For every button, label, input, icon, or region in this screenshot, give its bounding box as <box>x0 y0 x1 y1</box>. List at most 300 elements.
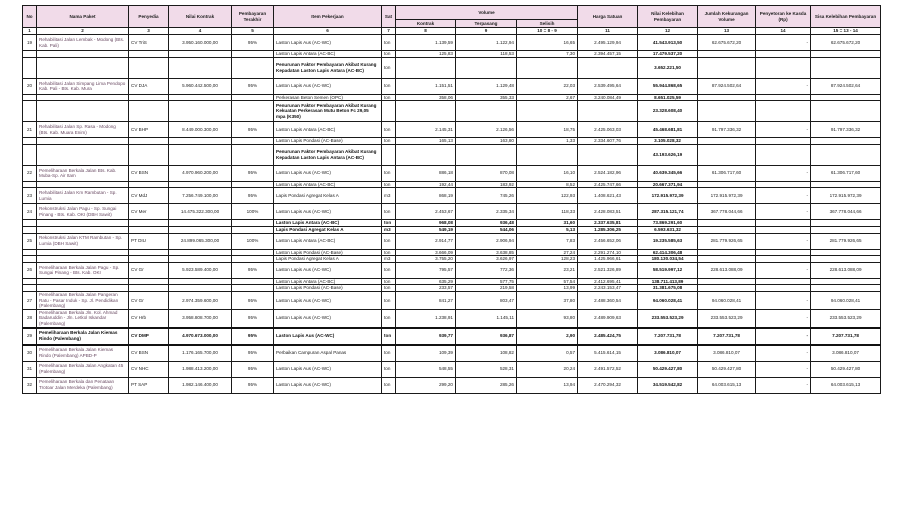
cell-sisa-kelebihan: 3.086.810,07 <box>811 345 881 362</box>
cell-volume-selisih: 16,65 <box>517 35 578 51</box>
cell-harga-satuan: 2.489.909,63 <box>578 309 638 327</box>
column-index-13: 13 <box>698 28 756 35</box>
cell-item-pekerjaan: Laston Lapis Pondasi (AC-Base) <box>274 138 382 145</box>
cell-sat: ton <box>382 328 396 345</box>
table-row <box>23 165 881 181</box>
cell-sat: ton <box>382 51 396 58</box>
cell-volume-kontrak: 939,77 <box>396 328 456 345</box>
cell-volume-terpasang: 745,26 <box>456 188 517 204</box>
cell-item-pekerjaan: Laston Lapis Antara (AC-BC) <box>274 233 382 249</box>
cell-jumlah-kekurangan: 94.060.028,41 <box>698 291 756 309</box>
cell-sat: ton <box>382 309 396 327</box>
cell-volume-kontrak: 548,55 <box>396 361 456 377</box>
cell-sisa-kelebihan: 62.675.672,20 <box>811 35 881 51</box>
cell-penyetoran <box>756 220 811 227</box>
cell-nilai-kelebihan: 58.519.997,12 <box>638 262 698 278</box>
cell-volume-kontrak <box>396 101 456 122</box>
cell-penyedia: CV DJA <box>129 78 169 94</box>
cell-penyetoran: - <box>756 328 811 345</box>
cell-no: 26 <box>23 262 37 278</box>
cell-nama-paket: Rehabilitasi Jalan Lembak - Modong (Bts. Kab. Pali) <box>37 35 129 51</box>
table-sub-row <box>23 226 881 233</box>
cell-penyedia: CV DMP <box>129 328 169 345</box>
column-index-2: 2 <box>37 28 129 35</box>
cell-item-pekerjaan: Lapis Pondasi Agregat Kelas A <box>274 188 382 204</box>
cell-penyedia <box>129 256 169 263</box>
cell-sat: ton <box>382 35 396 51</box>
column-index-3: 3 <box>129 28 169 35</box>
cell-no: 32 <box>23 377 37 393</box>
cell-penyetoran <box>756 94 811 101</box>
column-index-15: 15 = 13 - 14 <box>811 28 881 35</box>
cell-sisa-kelebihan <box>811 144 881 165</box>
cell-volume-selisih: 57,54 <box>517 278 578 285</box>
cell-volume-selisih: 37,80 <box>517 291 578 309</box>
cell-no: 31 <box>23 361 37 377</box>
cell-nilai-kontrak <box>169 57 232 78</box>
cell-volume-kontrak: 299,20 <box>396 377 456 393</box>
cell-item-pekerjaan: Laston Lapis Aus (AC-WC) <box>274 35 382 51</box>
cell-no <box>23 220 37 227</box>
table-row <box>23 345 881 362</box>
cell-nilai-kelebihan: 138.711.413,89 <box>638 278 698 285</box>
cell-pembayaran-terakhir <box>232 51 274 58</box>
cell-jumlah-kekurangan <box>698 101 756 122</box>
cell-sisa-kelebihan: 61.306.717,60 <box>811 165 881 181</box>
cell-sisa-kelebihan <box>811 101 881 122</box>
cell-volume-selisih: 27,24 <box>517 249 578 256</box>
cell-nilai-kontrak <box>169 249 232 256</box>
cell-item-pekerjaan: Laston Lapis Aus (AC-WC) <box>274 204 382 220</box>
cell-volume-terpasang <box>456 57 517 78</box>
cell-harga-satuan: 2.428.083,51 <box>578 204 638 220</box>
table-sub-row <box>23 181 881 188</box>
cell-nilai-kontrak: 7.256.749.100,00 <box>169 188 232 204</box>
cell-penyedia <box>129 249 169 256</box>
cell-harga-satuan: 2.412.695,41 <box>578 278 638 285</box>
cell-volume-kontrak: 3.666,09 <box>396 249 456 256</box>
cell-nilai-kontrak: 3.958.808.700,00 <box>169 309 232 327</box>
header-pembayaran-terakhir: Pembayaran Terakhir <box>232 6 274 28</box>
table-sub-row <box>23 278 881 285</box>
cell-nilai-kelebihan: 172.915.972,39 <box>638 188 698 204</box>
cell-volume-kontrak: 549,19 <box>396 226 456 233</box>
cell-jumlah-kekurangan: 228.613.088,09 <box>698 262 756 278</box>
cell-sisa-kelebihan <box>811 256 881 263</box>
cell-volume-kontrak: 2.453,67 <box>396 204 456 220</box>
cell-pembayaran-terakhir <box>232 101 274 122</box>
cell-penyetoran: - <box>756 78 811 94</box>
cell-nilai-kontrak: 5.923.589.400,00 <box>169 262 232 278</box>
cell-nama-paket: Pemeliharaan Berkala Jalan Bts. Kab. Muba-Sp. Air Itam <box>37 165 129 181</box>
cell-volume-kontrak <box>396 57 456 78</box>
cell-pembayaran-terakhir: 95% <box>232 291 274 309</box>
cell-volume-kontrak: 868,19 <box>396 188 456 204</box>
cell-item-pekerjaan: Laston Lapis Aus (AC-WC) <box>274 165 382 181</box>
cell-sat: ton <box>382 278 396 285</box>
cell-penyedia <box>129 101 169 122</box>
cell-nilai-kelebihan: 50.429.427,80 <box>638 361 698 377</box>
cell-nilai-kontrak <box>169 138 232 145</box>
cell-nilai-kontrak: 4.970.673.000,00 <box>169 328 232 345</box>
cell-volume-terpasang: 219,58 <box>456 285 517 292</box>
cell-nilai-kontrak: 24.899.065.300,00 <box>169 233 232 249</box>
table-body <box>23 35 881 394</box>
cell-no: 21 <box>23 122 37 138</box>
cell-item-pekerjaan: Laston Lapis Aus (AC-WC) <box>274 262 382 278</box>
cell-harga-satuan: 1.425.966,61 <box>578 256 638 263</box>
cell-volume-selisih: 13,99 <box>517 285 578 292</box>
cell-nilai-kelebihan: 17.479.537,20 <box>638 51 698 58</box>
cell-harga-satuan <box>578 144 638 165</box>
cell-nilai-kontrak <box>169 101 232 122</box>
cell-pembayaran-terakhir <box>232 94 274 101</box>
cell-item-pekerjaan: Perkerasan Beton Semen (OPC) <box>274 94 382 101</box>
cell-harga-satuan: 2.394.457,15 <box>578 51 638 58</box>
table-row <box>23 78 881 94</box>
table-row <box>23 262 881 278</box>
cell-item-pekerjaan: Penurunan Faktor Pembayaran Akibat Kurang Kepadatan Laston Lapis Antara (AC-BC) <box>274 57 382 78</box>
cell-pembayaran-terakhir: 95% <box>232 377 274 393</box>
cell-volume-terpasang: 1.145,11 <box>456 309 517 327</box>
cell-penyedia <box>129 144 169 165</box>
cell-nilai-kelebihan: 94.060.028,41 <box>638 291 698 309</box>
cell-nama-paket <box>37 144 129 165</box>
cell-sisa-kelebihan: 7.207.731,78 <box>811 328 881 345</box>
cell-volume-terpasang: 1.129,48 <box>456 78 517 94</box>
cell-volume-terpasang: 108,82 <box>456 345 517 362</box>
cell-penyedia: CV MdJ <box>129 188 169 204</box>
table-note-row <box>23 144 881 165</box>
cell-volume-terpasang: 3.638,85 <box>456 249 517 256</box>
cell-volume-kontrak: 2.145,31 <box>396 122 456 138</box>
cell-sisa-kelebihan <box>811 220 881 227</box>
cell-nilai-kontrak: 1.982.146.400,00 <box>169 377 232 393</box>
cell-nama-paket <box>37 94 129 101</box>
cell-pembayaran-terakhir <box>232 57 274 78</box>
cell-volume-kontrak: 165,13 <box>396 138 456 145</box>
cell-harga-satuan: 1.408.621,43 <box>578 188 638 204</box>
cell-nama-paket <box>37 181 129 188</box>
cell-jumlah-kekurangan: 3.086.810,07 <box>698 345 756 362</box>
cell-penyetoran: - <box>756 233 811 249</box>
header-sat: Sat <box>382 6 396 28</box>
cell-item-pekerjaan: Laston Lapis Pondasi (AC-Base) <box>274 285 382 292</box>
cell-volume-terpasang: 577,75 <box>456 278 517 285</box>
cell-nilai-kontrak: 1.176.165.700,00 <box>169 345 232 362</box>
table-row <box>23 328 881 345</box>
cell-sisa-kelebihan: 228.613.088,09 <box>811 262 881 278</box>
cell-nilai-kontrak <box>169 51 232 58</box>
cell-volume-terpasang: 285,26 <box>456 377 517 393</box>
header-no: No <box>23 6 37 28</box>
cell-nilai-kelebihan: 7.207.731,78 <box>638 328 698 345</box>
column-index-11: 11 <box>578 28 638 35</box>
cell-nilai-kelebihan: 45.468.681,81 <box>638 122 698 138</box>
cell-nilai-kelebihan: 55.944.868,65 <box>638 78 698 94</box>
cell-sisa-kelebihan: 87.924.502,64 <box>811 78 881 94</box>
cell-nilai-kontrak <box>169 256 232 263</box>
cell-penyedia <box>129 226 169 233</box>
cell-nama-paket: Pemeliharaan Berkala Jalan Pangeran Ratu - Pasar Induk - Sp. Jl. Pendidikan (Palembang) <box>37 291 129 309</box>
cell-nama-paket: Rekonstruksi Jalan KTM Rambutan - Sp. Lumia (DBH Sawit) <box>37 233 129 249</box>
cell-volume-terpasang: 2.126,56 <box>456 122 517 138</box>
cell-penyetoran: - <box>756 377 811 393</box>
cell-volume-selisih: 13,94 <box>517 377 578 393</box>
cell-sat: ton <box>382 165 396 181</box>
cell-no: 22 <box>23 165 37 181</box>
cell-volume-kontrak: 3.755,20 <box>396 256 456 263</box>
cell-penyetoran <box>756 57 811 78</box>
cell-item-pekerjaan: Penurunan Faktor Pembayaran Akibat Kurang Kepadatan Laston Lapis Antara (AC-BC) <box>274 144 382 165</box>
cell-harga-satuan: 2.521.326,89 <box>578 262 638 278</box>
cell-penyetoran <box>756 226 811 233</box>
cell-item-pekerjaan: Perbaikan Campuran Aspal Panas <box>274 345 382 362</box>
cell-sat: m3 <box>382 188 396 204</box>
cell-volume-kontrak: 125,83 <box>396 51 456 58</box>
cell-jumlah-kekurangan: 172.915.972,39 <box>698 188 756 204</box>
cell-volume-selisih: 16,10 <box>517 165 578 181</box>
cell-nilai-kelebihan: 34.519.542,82 <box>638 377 698 393</box>
cell-penyedia: CV BSN <box>129 345 169 362</box>
cell-sisa-kelebihan: 281.779.926,65 <box>811 233 881 249</box>
cell-sisa-kelebihan <box>811 181 881 188</box>
cell-harga-satuan: 2.485.424,75 <box>578 328 638 345</box>
header-penyetoran: Penyetoran ke Kasda (Rp) <box>756 6 811 28</box>
cell-sat: ton <box>382 361 396 377</box>
table-row <box>23 291 881 309</box>
cell-penyetoran: - <box>756 291 811 309</box>
cell-volume-selisih: 2,90 <box>517 328 578 345</box>
cell-nilai-kelebihan: 233.553.523,29 <box>638 309 698 327</box>
cell-sisa-kelebihan <box>811 226 881 233</box>
cell-item-pekerjaan: Laston Lapis Antara (AC-BC) <box>274 51 382 58</box>
table-row <box>23 309 881 327</box>
cell-pembayaran-terakhir <box>232 256 274 263</box>
cell-volume-selisih <box>517 144 578 165</box>
cell-nilai-kontrak <box>169 278 232 285</box>
cell-harga-satuan: 2.334.607,76 <box>578 138 638 145</box>
cell-nilai-kelebihan: 8.651.025,59 <box>638 94 698 101</box>
table-sub-row <box>23 256 881 263</box>
cell-nama-paket <box>37 249 129 256</box>
cell-nama-paket <box>37 51 129 58</box>
cell-item-pekerjaan: Laston Lapis Antara (AC-BC) <box>274 122 382 138</box>
cell-penyetoran: - <box>756 361 811 377</box>
column-index-9: 9 <box>456 28 517 35</box>
column-index-5: 5 <box>232 28 274 35</box>
cell-item-pekerjaan: Laston Lapis Aus (AC-WC) <box>274 328 382 345</box>
cell-penyedia <box>129 285 169 292</box>
cell-no: 25 <box>23 233 37 249</box>
table-sub-row <box>23 220 881 227</box>
cell-nama-paket <box>37 285 129 292</box>
cell-volume-kontrak: 2.914,77 <box>396 233 456 249</box>
cell-jumlah-kekurangan <box>698 181 756 188</box>
cell-volume-kontrak: 109,39 <box>396 345 456 362</box>
cell-volume-terpasang: 528,31 <box>456 361 517 377</box>
cell-sat: ton <box>382 204 396 220</box>
cell-volume-kontrak: 1.139,59 <box>396 35 456 51</box>
cell-jumlah-kekurangan: 64.003.615,13 <box>698 377 756 393</box>
cell-volume-selisih: 7,30 <box>517 51 578 58</box>
cell-volume-selisih: 20,24 <box>517 361 578 377</box>
cell-harga-satuan: 2.456.652,06 <box>578 233 638 249</box>
cell-harga-satuan: 2.243.153,47 <box>578 285 638 292</box>
cell-pembayaran-terakhir: 100% <box>232 204 274 220</box>
cell-no <box>23 249 37 256</box>
table-row <box>23 361 881 377</box>
cell-no: 19 <box>23 35 37 51</box>
cell-penyetoran <box>756 249 811 256</box>
cell-pembayaran-terakhir: 95% <box>232 309 274 327</box>
cell-item-pekerjaan: Laston Lapis Antara (AC-BC) <box>274 278 382 285</box>
cell-sisa-kelebihan <box>811 285 881 292</box>
cell-item-pekerjaan: Laston Lapis Aus (AC-WC) <box>274 78 382 94</box>
cell-nilai-kontrak <box>169 220 232 227</box>
cell-penyedia <box>129 57 169 78</box>
kelebihan-pembayaran-table <box>22 5 881 394</box>
header-nama-paket: Nama Paket <box>37 6 129 28</box>
cell-pembayaran-terakhir <box>232 278 274 285</box>
cell-sisa-kelebihan: 64.003.615,13 <box>811 377 881 393</box>
cell-volume-kontrak: 886,18 <box>396 165 456 181</box>
cell-sat: ton <box>382 138 396 145</box>
cell-nilai-kontrak <box>169 144 232 165</box>
cell-nilai-kontrak: 4.970.960.200,00 <box>169 165 232 181</box>
cell-sat: ton <box>382 57 396 78</box>
cell-volume-selisih: 0,57 <box>517 345 578 362</box>
cell-volume-terpasang <box>456 144 517 165</box>
cell-no <box>23 285 37 292</box>
cell-nilai-kontrak: 14.475.322.300,00 <box>169 204 232 220</box>
cell-pembayaran-terakhir: 95% <box>232 188 274 204</box>
cell-jumlah-kekurangan: 87.924.502,64 <box>698 78 756 94</box>
table-row <box>23 233 881 249</box>
table-row <box>23 122 881 138</box>
cell-pembayaran-terakhir <box>232 249 274 256</box>
cell-volume-selisih: 1,33 <box>517 138 578 145</box>
cell-volume-selisih <box>517 101 578 122</box>
cell-volume-kontrak: 1.238,91 <box>396 309 456 327</box>
cell-penyedia: PT SAP <box>129 377 169 393</box>
cell-harga-satuan <box>578 101 638 122</box>
cell-nama-paket <box>37 256 129 263</box>
cell-item-pekerjaan: Penurunan Faktor Pembayaran Akibat Kurang Kekuatan Perkerasan Mutu Beton Fc 29,05 mpa (K350) <box>274 101 382 122</box>
cell-nilai-kelebihan: 73.869.291,60 <box>638 220 698 227</box>
cell-nama-paket <box>37 57 129 78</box>
cell-volume-selisih: 128,23 <box>517 256 578 263</box>
cell-harga-satuan: 2.425.063,03 <box>578 122 638 138</box>
cell-no: 27 <box>23 291 37 309</box>
cell-sisa-kelebihan <box>811 94 881 101</box>
cell-no: 30 <box>23 345 37 362</box>
cell-jumlah-kekurangan: 62.675.672,20 <box>698 35 756 51</box>
cell-harga-satuan: 3.240.084,49 <box>578 94 638 101</box>
cell-penyetoran: - <box>756 309 811 327</box>
cell-volume-selisih: 18,75 <box>517 122 578 138</box>
cell-volume-selisih: 23,21 <box>517 262 578 278</box>
cell-volume-kontrak: 192,44 <box>396 181 456 188</box>
cell-sat: ton <box>382 291 396 309</box>
cell-penyetoran: - <box>756 345 811 362</box>
cell-penyetoran <box>756 51 811 58</box>
cell-jumlah-kekurangan <box>698 94 756 101</box>
cell-harga-satuan: 2.470.294,32 <box>578 377 638 393</box>
cell-penyedia: CV BHP <box>129 122 169 138</box>
cell-penyedia <box>129 181 169 188</box>
column-index-1: 1 <box>23 28 37 35</box>
cell-sat <box>382 144 396 165</box>
cell-item-pekerjaan: Laston Lapis Pondasi (AC-Base) <box>274 249 382 256</box>
cell-penyetoran <box>756 278 811 285</box>
cell-penyetoran: - <box>756 122 811 138</box>
column-index-12: 12 <box>638 28 698 35</box>
cell-jumlah-kekurangan <box>698 249 756 256</box>
header-item-pekerjaan: Item Pekerjaan <box>274 6 382 28</box>
cell-sisa-kelebihan: 367.778.044,66 <box>811 204 881 220</box>
cell-penyedia <box>129 94 169 101</box>
cell-pembayaran-terakhir: 95% <box>232 35 274 51</box>
cell-harga-satuan <box>578 57 638 78</box>
cell-volume-selisih: 122,93 <box>517 188 578 204</box>
cell-nama-paket: Rekonstruksi Jalan Pagu - Sp. Sungai Pinang - Bts. Kab. OKI (DBH Sawit) <box>37 204 129 220</box>
cell-volume-terpasang: 803,47 <box>456 291 517 309</box>
cell-nilai-kelebihan: 43.193.626,19 <box>638 144 698 165</box>
cell-pembayaran-terakhir <box>232 220 274 227</box>
cell-nilai-kelebihan: 19.235.585,63 <box>638 233 698 249</box>
cell-nilai-kelebihan: 31.381.675,08 <box>638 285 698 292</box>
cell-nilai-kelebihan: 20.667.371,94 <box>638 181 698 188</box>
cell-item-pekerjaan: Laston Lapis Antara (AC-BC) <box>274 220 382 227</box>
cell-sat: ton <box>382 345 396 362</box>
cell-harga-satuan: 2.337.635,81 <box>578 220 638 227</box>
cell-jumlah-kekurangan <box>698 220 756 227</box>
cell-jumlah-kekurangan: 50.429.427,80 <box>698 361 756 377</box>
cell-pembayaran-terakhir <box>232 144 274 165</box>
cell-nama-paket <box>37 226 129 233</box>
cell-pembayaran-terakhir: 95% <box>232 78 274 94</box>
cell-nilai-kelebihan: 62.414.306,48 <box>638 249 698 256</box>
cell-nama-paket <box>37 278 129 285</box>
cell-sat <box>382 101 396 122</box>
cell-pembayaran-terakhir: 100% <box>232 233 274 249</box>
cell-nilai-kelebihan: 41.543.913,50 <box>638 35 698 51</box>
cell-no <box>23 138 37 145</box>
column-index-4: 4 <box>169 28 232 35</box>
cell-penyedia <box>129 138 169 145</box>
cell-penyetoran <box>756 144 811 165</box>
cell-nama-paket: Rehabilitasi Jalan Km Rambutan - Sp. Lumia <box>37 188 129 204</box>
cell-jumlah-kekurangan <box>698 144 756 165</box>
cell-nilai-kelebihan: 40.639.345,66 <box>638 165 698 181</box>
cell-nilai-kontrak: 1.988.413.200,00 <box>169 361 232 377</box>
cell-sisa-kelebihan <box>811 278 881 285</box>
cell-penyetoran <box>756 181 811 188</box>
cell-jumlah-kekurangan <box>698 57 756 78</box>
cell-nama-paket <box>37 101 129 122</box>
cell-penyedia: PT DIU <box>129 233 169 249</box>
cell-harga-satuan: 2.488.360,54 <box>578 291 638 309</box>
cell-sat: m3 <box>382 256 396 263</box>
cell-pembayaran-terakhir <box>232 226 274 233</box>
cell-nilai-kelebihan: 3.086.810,07 <box>638 345 698 362</box>
cell-volume-terpasang: 936,48 <box>456 220 517 227</box>
cell-volume-terpasang: 183,92 <box>456 181 517 188</box>
cell-volume-kontrak: 358,06 <box>396 94 456 101</box>
table-row <box>23 188 881 204</box>
cell-penyetoran <box>756 138 811 145</box>
